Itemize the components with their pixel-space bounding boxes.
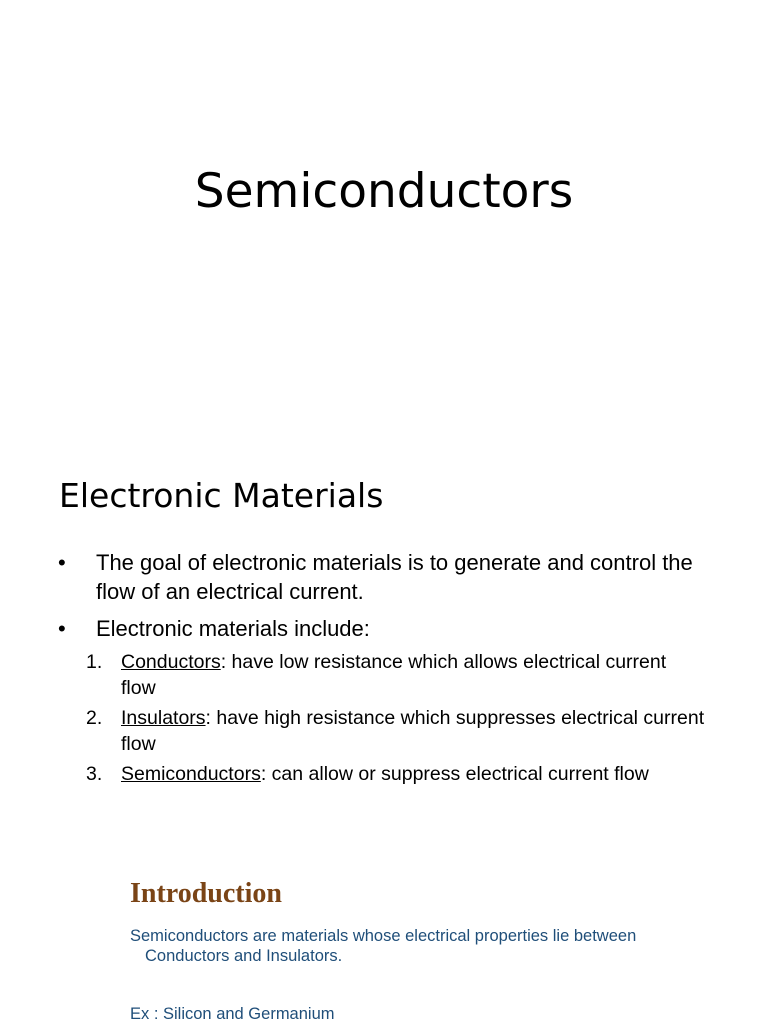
bullet-icon: • (58, 616, 66, 641)
section-heading: Electronic Materials (59, 476, 384, 515)
term-description: : have low resistance which allows electrical current flow (121, 651, 667, 699)
term-insulators: Insulators (121, 707, 206, 729)
intro-body: Semiconductors are materials whose electrical properties lie between Conductors and Insulators. (130, 927, 637, 965)
bullet-icon: • (58, 550, 66, 575)
term-semiconductors: Semiconductors (121, 763, 261, 785)
list-item-conductors (86, 650, 706, 701)
bullet-list (56, 548, 716, 651)
bullet-item (56, 614, 716, 643)
intro-heading: Introduction (130, 878, 282, 909)
bullet-text: Electronic materials include: (96, 616, 370, 641)
slide-title: Semiconductors (194, 164, 574, 219)
term-conductors: Conductors (121, 651, 221, 673)
materials-list (86, 650, 706, 793)
bullet-item (56, 548, 716, 606)
list-number: 1. (86, 651, 103, 673)
list-item-insulators (86, 706, 706, 757)
list-item-semiconductors (86, 762, 706, 788)
list-number: 2. (86, 707, 103, 729)
intro-example: Ex : Silicon and Germanium (130, 1005, 335, 1023)
list-number: 3. (86, 763, 103, 785)
term-description: : have high resistance which suppresses electrical current flow (121, 707, 705, 755)
bullet-text: The goal of electronic materials is to generate and control the flow of an electrical current. (96, 550, 693, 604)
term-description: : can allow or suppress electrical current flow (260, 763, 649, 785)
